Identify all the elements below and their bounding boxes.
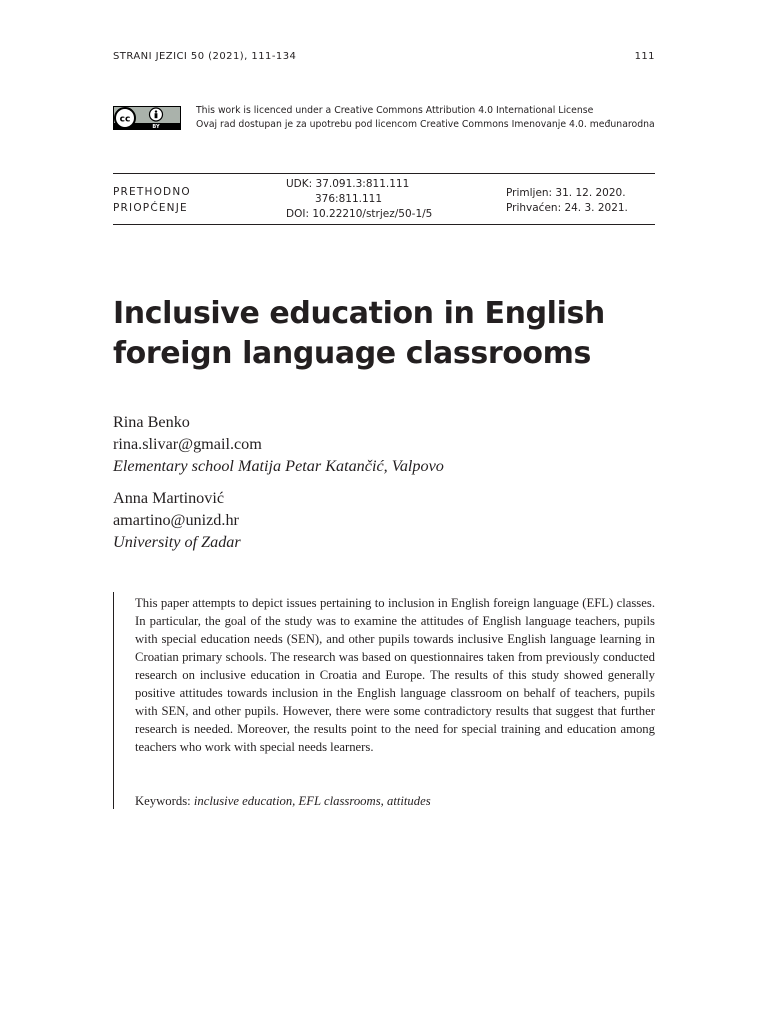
page-number: 111 — [634, 51, 655, 62]
author-email[interactable]: rina.slivar@gmail.com — [113, 435, 262, 453]
author-affiliation: Elementary school Matija Petar Katančić, Valpovo — [113, 457, 444, 475]
title-line-1: Inclusive education in English — [113, 296, 605, 331]
classification-block — [286, 177, 432, 222]
author-block — [113, 411, 444, 477]
by-label: BY — [152, 124, 160, 130]
abstract-margin-rule — [113, 592, 114, 809]
license-line-en[interactable]: This work is licenced under a Creative Commons Attribution 4.0 International License — [196, 105, 594, 116]
author-name: Anna Martinović — [113, 489, 225, 507]
udk-line-2: 376:811.111 — [315, 193, 382, 205]
abstract-text: This paper attempts to depict issues pertaining to inclusion in English foreign language (EFL) classes. In particular, the goal of the study was to examine the attitudes of English language teachers, pupils with special education needs (SEN), and other pupils towards inclusive English language learning in Croatian primary schools. The research was based on questionnaires taken from previously conducted research on inclusive education in Croatia and Europe. The results of this study showed generally positive attitudes towards inclusion in the English language classroom on behalf of teachers, pupils with SEN, and other pupils. However, there were some contradictory results that suggest that further research is needed. Moreover, the results point to the need for special training and education among teachers who work with special needs learners. — [135, 596, 655, 754]
received-date: Primljen: 31. 12. 2020. — [506, 187, 626, 199]
title-line-2: foreign language classrooms — [113, 336, 591, 371]
author-affiliation: University of Zadar — [113, 533, 241, 551]
attribution-icon-body — [155, 113, 158, 118]
license-line-hr[interactable]: Ovaj rad dostupan je za upotrebu pod licencom Creative Commons Imenovanje 4.0. međunarodna — [196, 119, 655, 130]
author-block — [113, 487, 241, 553]
cc-icon-label: cc — [119, 114, 131, 125]
article-title — [113, 294, 673, 374]
keywords-values: inclusive education, EFL classrooms, attitudes — [193, 794, 431, 808]
category-line-1: PRETHODNO — [113, 186, 191, 198]
keywords-label: Keywords: — [135, 794, 191, 808]
article-category — [113, 184, 191, 216]
author-email[interactable]: amartino@unizd.hr — [113, 511, 239, 529]
running-head: STRANI JEZICI 50 (2021), 111-134 — [113, 51, 297, 62]
accepted-date: Prihvaćen: 24. 3. 2021. — [506, 202, 628, 214]
category-line-2: PRIOPĆENJE — [113, 202, 188, 214]
udk-line-1: UDK: 37.091.3:811.111 — [286, 178, 410, 190]
keywords — [135, 792, 431, 810]
metadata-top-rule — [113, 173, 655, 174]
submission-dates — [506, 186, 628, 216]
attribution-icon-head — [155, 110, 157, 112]
doi[interactable]: DOI: 10.22210/strjez/50-1/5 — [286, 208, 433, 220]
metadata-bottom-rule — [113, 224, 655, 225]
license-statement — [196, 104, 655, 132]
author-name: Rina Benko — [113, 413, 190, 431]
cc-by-license-badge[interactable] — [113, 106, 181, 130]
